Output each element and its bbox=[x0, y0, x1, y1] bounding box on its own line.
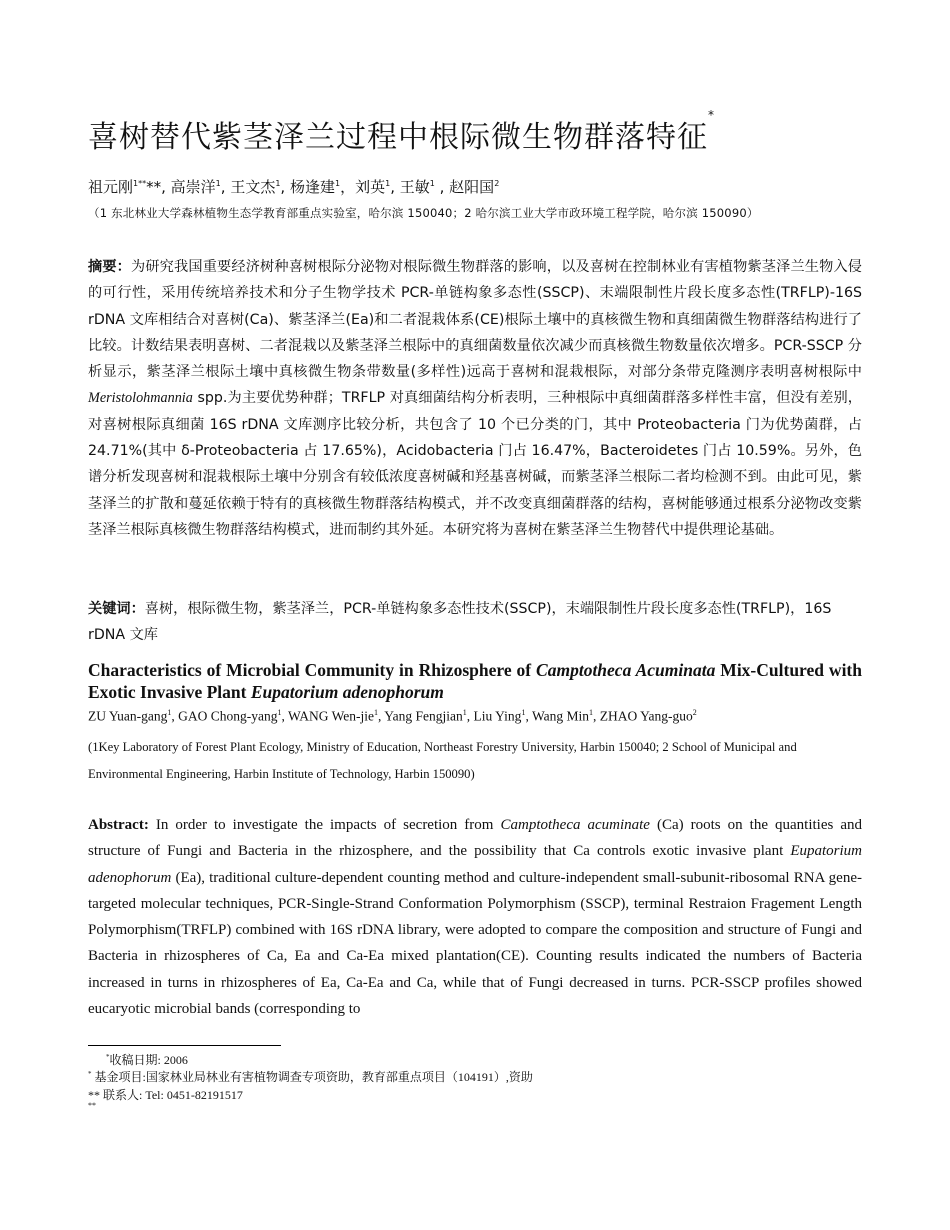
abstract-label-en: Abstract: bbox=[88, 817, 149, 833]
cn-author-affil-mark: 1 bbox=[215, 179, 221, 188]
cn-author-affil-mark: 1 bbox=[429, 179, 435, 188]
abstract-en-italic-2: Eupatorium adenophorum bbox=[88, 843, 862, 886]
abstract-cn-italic: Meristolohmannia bbox=[88, 390, 193, 407]
en-title-text-1: Characteristics of Microbial Community in Rhizosphere of bbox=[88, 660, 537, 680]
en-author-sep: , bbox=[525, 708, 532, 724]
cn-author-sep: , bbox=[220, 178, 231, 196]
authors-en bbox=[88, 708, 697, 725]
abstract-en-italic-1: Camptotheca acuminate bbox=[500, 817, 650, 833]
cn-author-name: 赵阳国 bbox=[449, 178, 495, 196]
en-author-affil-mark: 1 bbox=[521, 708, 526, 717]
abstract-en bbox=[88, 812, 862, 1022]
en-author-name: GAO Chong-yang bbox=[178, 708, 278, 724]
en-author-affil-mark: 1 bbox=[167, 708, 172, 717]
en-author-affil-mark: 1 bbox=[462, 708, 467, 717]
affiliation-cn: （1 东北林业大学森林植物生态学教育部重点实验室，哈尔滨 150040；2 哈尔滨工业大学市政环境工程学院，哈尔滨 150090） bbox=[88, 206, 759, 220]
received-text: 收稿日期: 2006 bbox=[109, 1053, 188, 1067]
abstract-cn-text-1: 为研究我国重要经济树种喜树根际分泌物对根际微生物群落的影响，以及喜树在控制林业有害植物紫茎泽兰生物入侵的可行性，采用传统培养技术和分子生物学技术 PCR-单链构象多态性(SSCP)、末端限制性片段长度多态性(TRFLP)-16S rDNA 文库相结合对喜树(Ca)、紫茎泽兰(Ea)和二者混栽体系(CE)根际土壤中的真核微生物和真细菌微生物群落结构进行了比较。计数结果表明喜树、二者混栽以及紫茎泽兰根际中的真细菌数量依次减少而真核微生物数量依次增多。PCR-SSCP 分析显示，紫茎泽兰根际土壤中真核微生物条带数量(多样性)远高于喜树和混栽根际，对部分条带克隆测序表明喜树根际中 bbox=[88, 259, 863, 381]
en-title-italic-1: Camptotheca Acuminata bbox=[536, 660, 716, 680]
abstract-cn bbox=[88, 254, 862, 543]
en-title-text-2: Mix-Cultured with Exotic Invasive Plant bbox=[88, 660, 862, 702]
cn-author-sep: ， bbox=[340, 178, 356, 196]
fund-mark: * bbox=[88, 1070, 92, 1078]
en-author-name: ZU Yuan-gang bbox=[88, 708, 168, 724]
cn-author-name: 王敏 bbox=[399, 178, 430, 196]
abstract-en-text-3: (Ea), traditional culture-dependent counting method and culture-independent small-subunit-ribosomal RNA gene-targeted molecular techniques, PCR-Single-Strand Conformation Polymorphism (SSCP), terminal Restraion Fragement Length Polymorphism(TRFLP) combined with 16S rDNA library, were adopted to compare the composition and structure of Fungi and Bacteria in rhizospheres of Ca, Ea and Ca-Ea mixed plantation(CE). Counting results indicated the numbers of Bacteria increased in turns in rhizospheres of Ea, Ca-Ea and Ca, while that of Fungi decreased in turns. PCR-SSCP profiles showed eucaryotic microbial bands (corresponding to bbox=[88, 869, 862, 1018]
cn-author-name: 王文杰 bbox=[230, 178, 276, 196]
footnote-divider bbox=[88, 1045, 281, 1046]
footnote-received bbox=[106, 1051, 188, 1068]
affiliation-en: (1Key Laboratory of Forest Plant Ecology, Ministry of Education, Northeast Forestry University, Harbin 150040; 2 School of Municipal and Environmental Engineering, Harbin Institute of Technology, Harbin 150090) bbox=[88, 740, 797, 781]
cn-author-affil-mark: 2 bbox=[494, 179, 500, 188]
abstract-en-text-2: (Ca) roots on the quantities and structure of Fungi and Bacteria in the rhizosphere, and the possibility that Ca controls exotic invasive plant bbox=[88, 817, 862, 860]
en-author-name: Liu Ying bbox=[473, 708, 522, 724]
en-author-affil-mark: 1 bbox=[374, 708, 379, 717]
footnote-fund bbox=[88, 1068, 533, 1085]
abstract-en-text-1: In order to investigate the impacts of secretion from bbox=[148, 817, 501, 833]
keywords-text: 喜树，根际微生物，紫茎泽兰，PCR-单链构象多态性技术(SSCP)，末端限制性片段长度多态性(TRFLP)，16S rDNA 文库 bbox=[88, 601, 832, 644]
cn-author-affil-mark: 1 bbox=[334, 179, 341, 188]
en-author-name: WANG Wen-jie bbox=[288, 708, 375, 724]
cn-author-name: 杨逢建 bbox=[289, 178, 335, 196]
cn-author-affil-mark: 1 bbox=[385, 179, 391, 188]
title-text: 喜树替代紫茎泽兰过程中根际微生物群落特征 bbox=[88, 120, 708, 155]
footnote-contact: ** 联系人: Tel: 0451-82191517 bbox=[88, 1088, 243, 1102]
abstract-label-cn: 摘要： bbox=[88, 259, 132, 275]
en-author-sep: , bbox=[466, 708, 474, 724]
footnote-trailing-mark: ** bbox=[88, 1101, 96, 1110]
en-title-italic-2: Eupatorium adenophorum bbox=[250, 682, 444, 702]
abstract-cn-text-2: spp.为主要优势种群；TRFLP 对真细菌结构分析表明，三种根际中真细菌群落多样性丰富，但没有差别，对喜树根际真细菌 16S rDNA 文库测序比较分析，共包含了 10 个已分类的门，其中 Proteobacteria 门为优势菌群，占 24.71%(其中 δ-Proteobacteria 占 17.65%)，Acidobacteria 门占 16.47%，Bacteroidetes 门占 10.59%。另外，色谱分析发现喜树和混栽根际土壤中分别含有较低浓度喜树碱和羟基喜树碱，而紫茎泽兰根际二者均检测不到。由此可见，紫茎泽兰的扩散和蔓延依赖于特有的真核微生物群落结构模式，并不改变真细菌群落的结构，喜树能够通过根系分泌物改变紫茎泽兰根际真核微生物群落结构模式，进而制约其外延。本研究将为喜树在紫茎泽兰生物替代中提供理论基础。 bbox=[88, 390, 862, 538]
cn-author-sep: , bbox=[390, 178, 400, 196]
en-author-sep: , bbox=[378, 708, 385, 724]
keywords-cn bbox=[88, 596, 862, 649]
cn-author-sep: , bbox=[280, 178, 290, 196]
title-footnote-mark[interactable]: * bbox=[708, 108, 715, 122]
en-author-name: Wang Min bbox=[531, 708, 589, 724]
cn-author-name: 刘英 bbox=[355, 178, 386, 196]
cn-author-name: 高崇洋 bbox=[170, 178, 216, 196]
en-author-sep: , bbox=[593, 708, 600, 724]
en-author-affil-mark: 1 bbox=[589, 708, 593, 717]
paper-title-cn bbox=[88, 108, 715, 156]
cn-author-sep: **, bbox=[146, 178, 171, 196]
received-mark: * bbox=[106, 1053, 110, 1061]
en-author-name: Yang Fengjian bbox=[384, 708, 463, 724]
en-author-sep: , bbox=[281, 708, 288, 724]
en-author-affil-mark: 1 bbox=[277, 708, 282, 717]
keywords-label: 关键词： bbox=[88, 601, 145, 617]
cn-author-affil-mark: 1** bbox=[133, 179, 147, 188]
en-author-sep: , bbox=[171, 708, 179, 724]
fund-text: 基金项目:国家林业局林业有害植物调查专项资助，教育部重点项目（104191）,资助 bbox=[91, 1070, 533, 1084]
en-author-affil-mark: 2 bbox=[692, 708, 697, 717]
cn-author-sep: , bbox=[434, 178, 450, 196]
cn-author-affil-mark: 1 bbox=[275, 179, 281, 188]
en-author-name: ZHAO Yang-guo bbox=[599, 708, 693, 724]
cn-author-name: 祖元刚 bbox=[88, 178, 134, 196]
authors-cn bbox=[88, 176, 499, 197]
paper-title-en bbox=[88, 659, 862, 703]
